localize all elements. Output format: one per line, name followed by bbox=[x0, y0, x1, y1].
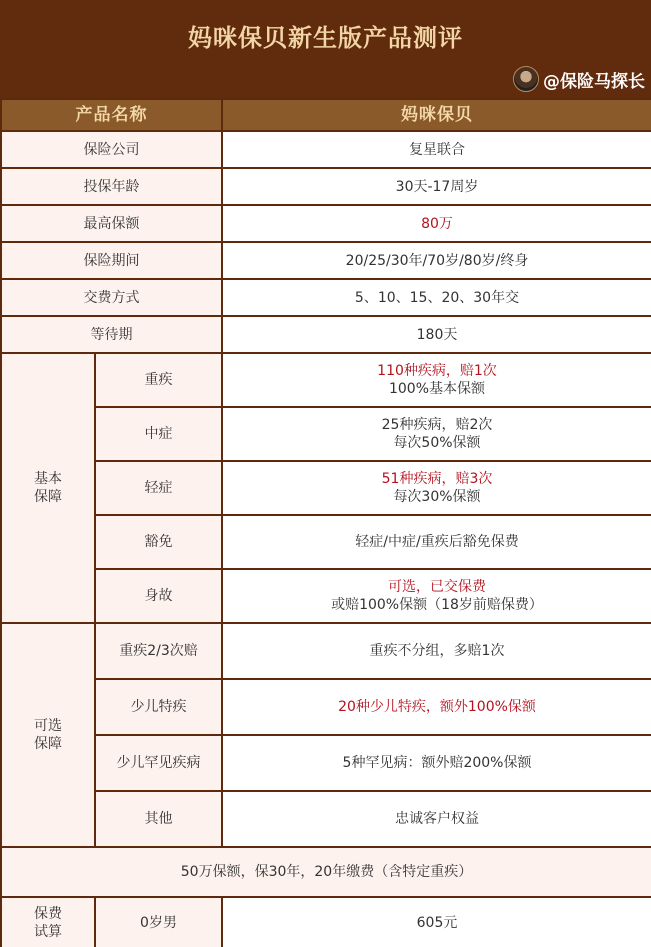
value-line: 可选，已交保费 bbox=[388, 579, 486, 595]
row-value: 605元 bbox=[222, 897, 651, 947]
page-title: 妈咪保贝新生版产品测评 bbox=[188, 24, 463, 52]
header-banner bbox=[0, 0, 651, 98]
row-label: 重疾2/3次赔 bbox=[95, 623, 222, 679]
row-label: 等待期 bbox=[1, 316, 222, 353]
col-header-name: 产品名称 bbox=[1, 99, 222, 131]
table-row bbox=[1, 279, 651, 316]
row-value: 20/25/30年/70岁/80岁/终身 bbox=[222, 242, 651, 279]
table-row bbox=[1, 353, 651, 407]
group-label-text: 可选 保障 bbox=[34, 718, 62, 752]
row-label: 交费方式 bbox=[1, 279, 222, 316]
table-row bbox=[1, 515, 651, 569]
row-label: 少儿罕见疾病 bbox=[95, 735, 222, 791]
col-header-product: 妈咪保贝 bbox=[222, 99, 651, 131]
row-value-highlight: 80万 bbox=[222, 205, 651, 242]
row-label: 投保年龄 bbox=[1, 168, 222, 205]
value-line: 每次30%保额 bbox=[393, 489, 481, 505]
row-value: 30天-17周岁 bbox=[222, 168, 651, 205]
table-row bbox=[1, 569, 651, 623]
row-value bbox=[222, 353, 651, 407]
group-label-text: 保费 试算 bbox=[34, 906, 62, 940]
row-value bbox=[222, 407, 651, 461]
row-label: 豁免 bbox=[95, 515, 222, 569]
group-label-text: 基本 保障 bbox=[34, 471, 62, 505]
row-label: 身故 bbox=[95, 569, 222, 623]
comparison-table bbox=[0, 98, 651, 947]
row-label: 重疾 bbox=[95, 353, 222, 407]
table-row bbox=[1, 791, 651, 847]
row-label: 最高保额 bbox=[1, 205, 222, 242]
row-label: 轻症 bbox=[95, 461, 222, 515]
table-row bbox=[1, 735, 651, 791]
author-badge bbox=[513, 66, 645, 92]
table-header-row bbox=[1, 99, 651, 131]
group-label-basic bbox=[1, 353, 95, 623]
row-value: 5、10、15、20、30年交 bbox=[222, 279, 651, 316]
premium-note: 50万保额，保30年，20年缴费（含特定重疾） bbox=[1, 847, 651, 897]
row-label: 0岁男 bbox=[95, 897, 222, 947]
table-row bbox=[1, 168, 651, 205]
value-line: 25种疾病，赔2次 bbox=[381, 417, 493, 433]
table-row bbox=[1, 407, 651, 461]
value-line: 每次50%保额 bbox=[393, 435, 481, 451]
row-value: 重疾不分组，多赔1次 bbox=[222, 623, 651, 679]
group-label-optional bbox=[1, 623, 95, 847]
author-name: @保险马探长 bbox=[543, 71, 645, 92]
table-row bbox=[1, 316, 651, 353]
row-value: 复星联合 bbox=[222, 131, 651, 168]
avatar bbox=[513, 66, 539, 92]
row-value: 5种罕见病：额外赔200%保额 bbox=[222, 735, 651, 791]
row-label: 少儿特疾 bbox=[95, 679, 222, 735]
table-row bbox=[1, 205, 651, 242]
row-value bbox=[222, 569, 651, 623]
table-row bbox=[1, 461, 651, 515]
value-line: 或赔100%保额（18岁前赔保费） bbox=[331, 597, 543, 613]
row-label: 保险公司 bbox=[1, 131, 222, 168]
row-value-highlight: 20种少儿特疾，额外100%保额 bbox=[222, 679, 651, 735]
table-row bbox=[1, 242, 651, 279]
row-value: 轻症/中症/重疾后豁免保费 bbox=[222, 515, 651, 569]
value-line: 51种疾病，赔3次 bbox=[381, 471, 493, 487]
row-value: 180天 bbox=[222, 316, 651, 353]
row-value: 忠诚客户权益 bbox=[222, 791, 651, 847]
row-label: 其他 bbox=[95, 791, 222, 847]
table-row bbox=[1, 897, 651, 947]
table-row bbox=[1, 623, 651, 679]
row-label: 保险期间 bbox=[1, 242, 222, 279]
value-line: 100%基本保额 bbox=[388, 381, 486, 397]
row-label: 中症 bbox=[95, 407, 222, 461]
table-row bbox=[1, 847, 651, 897]
row-value bbox=[222, 461, 651, 515]
value-line: 110种疾病，赔1次 bbox=[377, 363, 497, 379]
table-row bbox=[1, 131, 651, 168]
group-label-premium bbox=[1, 897, 95, 947]
table-row bbox=[1, 679, 651, 735]
